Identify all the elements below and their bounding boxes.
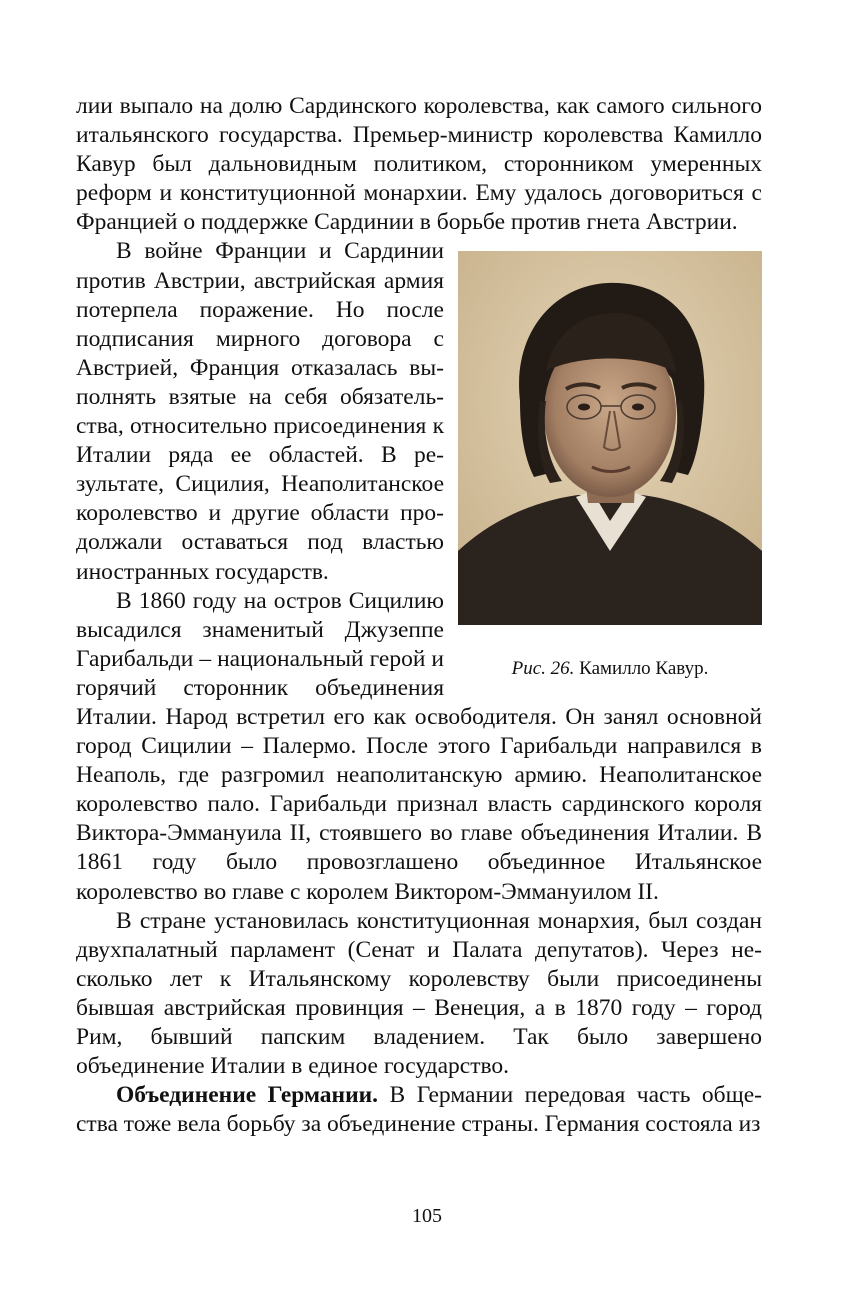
portrait-photo (458, 251, 762, 625)
portrait-image (458, 251, 762, 625)
caption-label: Рис. 26. (511, 658, 575, 680)
paragraph-5-text: В Германии передовая часть общества тоже вела борьбу за объединение страны. Германия состояла из (76, 1082, 762, 1138)
page-number: 105 (412, 1205, 442, 1227)
figure-caption (458, 657, 762, 681)
book-page (76, 92, 762, 1139)
paragraph-5 (76, 1081, 762, 1139)
paragraph-3: В 1860 году на остров Сицилию высадился знаменитый Джузеппе Гарибальди – национальный герой и горячий сторонник объединения Италии. Народ встретил его как освободителя. Он занял основной город Сицилии – Палермо. После этого Гарибальди направился в Неаполь, где разгромил неаполитанскую армию. Неаполитанское королевство пало. Гарибальди признал власть сардинского короля Виктора-Эммануила II, стоявшего во главе объединения Италии. В 1861 году было провозглашено объединное Итальянское королевство во главе с королем Виктором-Эммануилом II. (76, 587, 762, 905)
paragraph-2: В войне Франции и Сардинии против Австрии, австрийская армия потерпела поражение. Но после подписания мирного договора с Австрией, Франция отказалась выполнять взятые на себя обязательства, относительно присоединения к Италии ряда ее областей. В результате, Сицилия, Неаполитанское королевство и другие области продолжали оставаться под властью иностранных государств. (76, 238, 444, 585)
section-heading-germany: Объединение Германии. (116, 1082, 379, 1109)
caption-text: Камилло Кавур. (574, 658, 709, 680)
paragraph-1: лии выпало на долю Сардинского королевства, как самого сильного итальянского государства. Премьер-министр королевства Камилло Кавур был дальновидным политиком, сторонником умеренных реформ и конституционной монархии. Ему удалось договориться с Францией о поддержке Сардинии в борьбе против гнета Австрии. (76, 93, 762, 236)
paragraph-4: В стране установилась конституционная монархия, был создан двухпалатный парламент (Сенат и Палата депутатов). Через несколько лет к Итальянскому королевству были присоединены бывшая австрийская провинция – Венеция, а в 1870 году – город Рим, бывший папским владением. Так было завершено объединение Италии в единое государство. (76, 907, 762, 1080)
figure-portrait (458, 251, 762, 681)
